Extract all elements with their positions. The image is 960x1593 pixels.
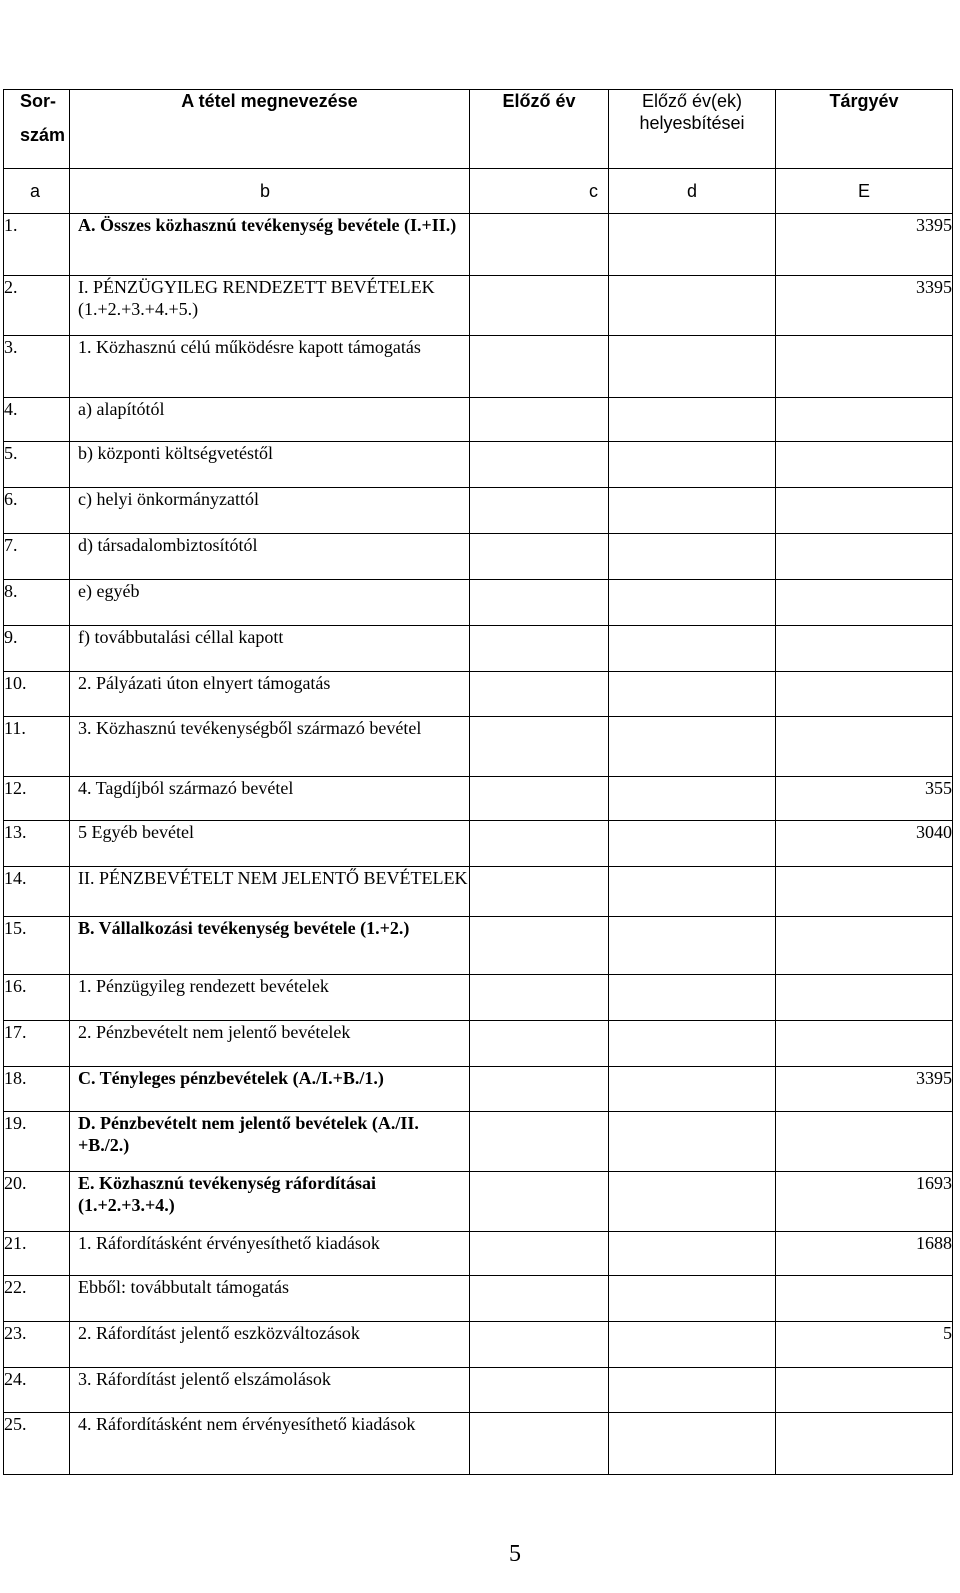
row-previous-year (470, 1067, 609, 1112)
row-corrections (609, 534, 776, 580)
table-row (4, 672, 953, 717)
row-previous-year (470, 1021, 609, 1067)
row-corrections (609, 276, 776, 336)
row-item-name: 2. Pénzbevételt nem jelentő bevételek (70, 1021, 470, 1067)
header-corrections: Előző év(ek) helyesbítései (609, 90, 776, 169)
row-corrections (609, 398, 776, 442)
table-row (4, 1021, 953, 1067)
row-corrections (609, 1322, 776, 1368)
row-current-year-value (776, 672, 953, 717)
row-number: 3. (4, 336, 70, 398)
row-current-year-value (776, 442, 953, 488)
page-number: 5 (509, 1541, 521, 1567)
row-corrections (609, 214, 776, 276)
row-item-name: A. Összes közhasznú tevékenység bevétele (I.+II.) (70, 214, 470, 276)
row-current-year-value (776, 1276, 953, 1322)
row-item-name: E. Közhasznú tevékenység ráfordításai (1.+2.+3.+4.) (70, 1172, 470, 1232)
row-corrections (609, 867, 776, 917)
row-number: 16. (4, 975, 70, 1021)
row-current-year-value: 3395 (776, 1067, 953, 1112)
row-previous-year (470, 276, 609, 336)
table-row (4, 1368, 953, 1413)
row-previous-year (470, 580, 609, 626)
row-number: 8. (4, 580, 70, 626)
row-current-year-value: 1693 (776, 1172, 953, 1232)
row-number: 24. (4, 1368, 70, 1413)
row-previous-year (470, 717, 609, 777)
row-previous-year (470, 336, 609, 398)
row-number: 15. (4, 917, 70, 975)
row-corrections (609, 336, 776, 398)
table-row (4, 777, 953, 821)
row-item-name: C. Tényleges pénzbevételek (A./I.+B./1.) (70, 1067, 470, 1112)
row-previous-year (470, 626, 609, 672)
row-previous-year (470, 442, 609, 488)
column-letter-d: d (609, 169, 776, 214)
row-number: 21. (4, 1232, 70, 1276)
row-previous-year (470, 917, 609, 975)
row-current-year-value (776, 398, 953, 442)
row-previous-year (470, 1112, 609, 1172)
table-row (4, 717, 953, 777)
header-sor-top: Sor- (20, 91, 56, 111)
row-item-name: 1. Pénzügyileg rendezett bevételek (70, 975, 470, 1021)
row-number: 20. (4, 1172, 70, 1232)
header-row (4, 90, 953, 169)
table-row (4, 398, 953, 442)
row-current-year-value (776, 975, 953, 1021)
row-corrections (609, 1172, 776, 1232)
row-number: 12. (4, 777, 70, 821)
header-sorszam (4, 90, 70, 169)
table-row (4, 214, 953, 276)
row-previous-year (470, 975, 609, 1021)
row-item-name: a) alapítótól (70, 398, 470, 442)
row-previous-year (470, 1322, 609, 1368)
row-item-name: 5 Egyéb bevétel (70, 821, 470, 867)
row-number: 9. (4, 626, 70, 672)
row-corrections (609, 488, 776, 534)
column-letter-e: E (776, 169, 953, 214)
row-number: 13. (4, 821, 70, 867)
row-number: 2. (4, 276, 70, 336)
row-current-year-value (776, 1112, 953, 1172)
row-corrections (609, 821, 776, 867)
table-row (4, 1232, 953, 1276)
table-row (4, 867, 953, 917)
table-row (4, 1322, 953, 1368)
table-row (4, 1413, 953, 1475)
table-row (4, 442, 953, 488)
row-current-year-value (776, 336, 953, 398)
row-current-year-value (776, 626, 953, 672)
column-letter-b: b (70, 169, 470, 214)
row-item-name: B. Vállalkozási tevékenység bevétele (1.+2.) (70, 917, 470, 975)
row-number: 1. (4, 214, 70, 276)
row-current-year-value (776, 1413, 953, 1475)
row-number: 7. (4, 534, 70, 580)
row-previous-year (470, 488, 609, 534)
table-row (4, 1276, 953, 1322)
row-number: 19. (4, 1112, 70, 1172)
column-letters-row (4, 169, 953, 214)
table-row (4, 336, 953, 398)
row-current-year-value (776, 867, 953, 917)
row-item-name: D. Pénzbevételt nem jelentő bevételek (A./II. +B./2.) (70, 1112, 470, 1172)
table-row (4, 626, 953, 672)
row-current-year-value: 5 (776, 1322, 953, 1368)
table-row (4, 488, 953, 534)
row-current-year-value (776, 717, 953, 777)
row-current-year-value: 3395 (776, 214, 953, 276)
row-current-year-value: 1688 (776, 1232, 953, 1276)
row-corrections (609, 1276, 776, 1322)
row-corrections (609, 1112, 776, 1172)
row-previous-year (470, 1413, 609, 1475)
header-previous-year: Előző év (470, 90, 609, 169)
table-row (4, 580, 953, 626)
table-row (4, 1172, 953, 1232)
column-letter-c: c (470, 169, 609, 214)
row-number: 17. (4, 1021, 70, 1067)
row-previous-year (470, 214, 609, 276)
row-current-year-value (776, 917, 953, 975)
table-row (4, 975, 953, 1021)
table-row (4, 1067, 953, 1112)
row-number: 5. (4, 442, 70, 488)
header-sor-bottom: szám (20, 125, 66, 145)
row-previous-year (470, 867, 609, 917)
row-previous-year (470, 672, 609, 717)
table-row (4, 276, 953, 336)
row-corrections (609, 1021, 776, 1067)
row-number: 18. (4, 1067, 70, 1112)
row-item-name: II. PÉNZBEVÉTELT NEM JELENTŐ BEVÉTELEK (70, 867, 470, 917)
row-item-name: Ebből: továbbutalt támogatás (70, 1276, 470, 1322)
row-current-year-value (776, 488, 953, 534)
row-item-name: 4. Tagdíjból származó bevétel (70, 777, 470, 821)
row-corrections (609, 1067, 776, 1112)
row-corrections (609, 626, 776, 672)
row-item-name: 3. Közhasznú tevékenységből származó bevétel (70, 717, 470, 777)
row-corrections (609, 717, 776, 777)
row-current-year-value (776, 534, 953, 580)
row-current-year-value: 355 (776, 777, 953, 821)
row-corrections (609, 580, 776, 626)
row-item-name: I. PÉNZÜGYILEG RENDEZETT BEVÉTELEK (1.+2.+3.+4.+5.) (70, 276, 470, 336)
row-corrections (609, 442, 776, 488)
row-current-year-value: 3395 (776, 276, 953, 336)
table-row (4, 821, 953, 867)
row-item-name: 2. Ráfordítást jelentő eszközváltozások (70, 1322, 470, 1368)
row-previous-year (470, 777, 609, 821)
row-previous-year (470, 1368, 609, 1413)
row-previous-year (470, 821, 609, 867)
row-corrections (609, 777, 776, 821)
row-corrections (609, 917, 776, 975)
row-number: 4. (4, 398, 70, 442)
row-item-name: b) központi költségvetéstől (70, 442, 470, 488)
row-number: 6. (4, 488, 70, 534)
row-corrections (609, 672, 776, 717)
row-number: 25. (4, 1413, 70, 1475)
column-letter-a: a (4, 169, 70, 214)
row-current-year-value (776, 1021, 953, 1067)
row-previous-year (470, 1276, 609, 1322)
row-item-name: 1. Közhasznú célú működésre kapott támogatás (70, 336, 470, 398)
row-item-name: 3. Ráfordítást jelentő elszámolások (70, 1368, 470, 1413)
table-row (4, 534, 953, 580)
row-corrections (609, 975, 776, 1021)
row-item-name: 2. Pályázati úton elnyert támogatás (70, 672, 470, 717)
row-previous-year (470, 398, 609, 442)
row-item-name: 4. Ráfordításként nem érvényesíthető kiadások (70, 1413, 470, 1475)
table-row (4, 1112, 953, 1172)
row-number: 14. (4, 867, 70, 917)
row-item-name: d) társadalombiztosítótól (70, 534, 470, 580)
row-current-year-value (776, 1368, 953, 1413)
table-row (4, 917, 953, 975)
row-current-year-value (776, 580, 953, 626)
row-corrections (609, 1232, 776, 1276)
row-corrections (609, 1368, 776, 1413)
row-number: 10. (4, 672, 70, 717)
row-previous-year (470, 1172, 609, 1232)
income-statement-table (3, 89, 953, 1475)
header-item-name: A tétel megnevezése (70, 90, 470, 169)
row-current-year-value: 3040 (776, 821, 953, 867)
row-item-name: f) továbbutalási céllal kapott (70, 626, 470, 672)
row-item-name: c) helyi önkormányzattól (70, 488, 470, 534)
row-previous-year (470, 1232, 609, 1276)
row-number: 22. (4, 1276, 70, 1322)
row-number: 23. (4, 1322, 70, 1368)
row-item-name: 1. Ráfordításként érvényesíthető kiadások (70, 1232, 470, 1276)
header-current-year: Tárgyév (776, 90, 953, 169)
row-corrections (609, 1413, 776, 1475)
row-number: 11. (4, 717, 70, 777)
row-item-name: e) egyéb (70, 580, 470, 626)
row-previous-year (470, 534, 609, 580)
